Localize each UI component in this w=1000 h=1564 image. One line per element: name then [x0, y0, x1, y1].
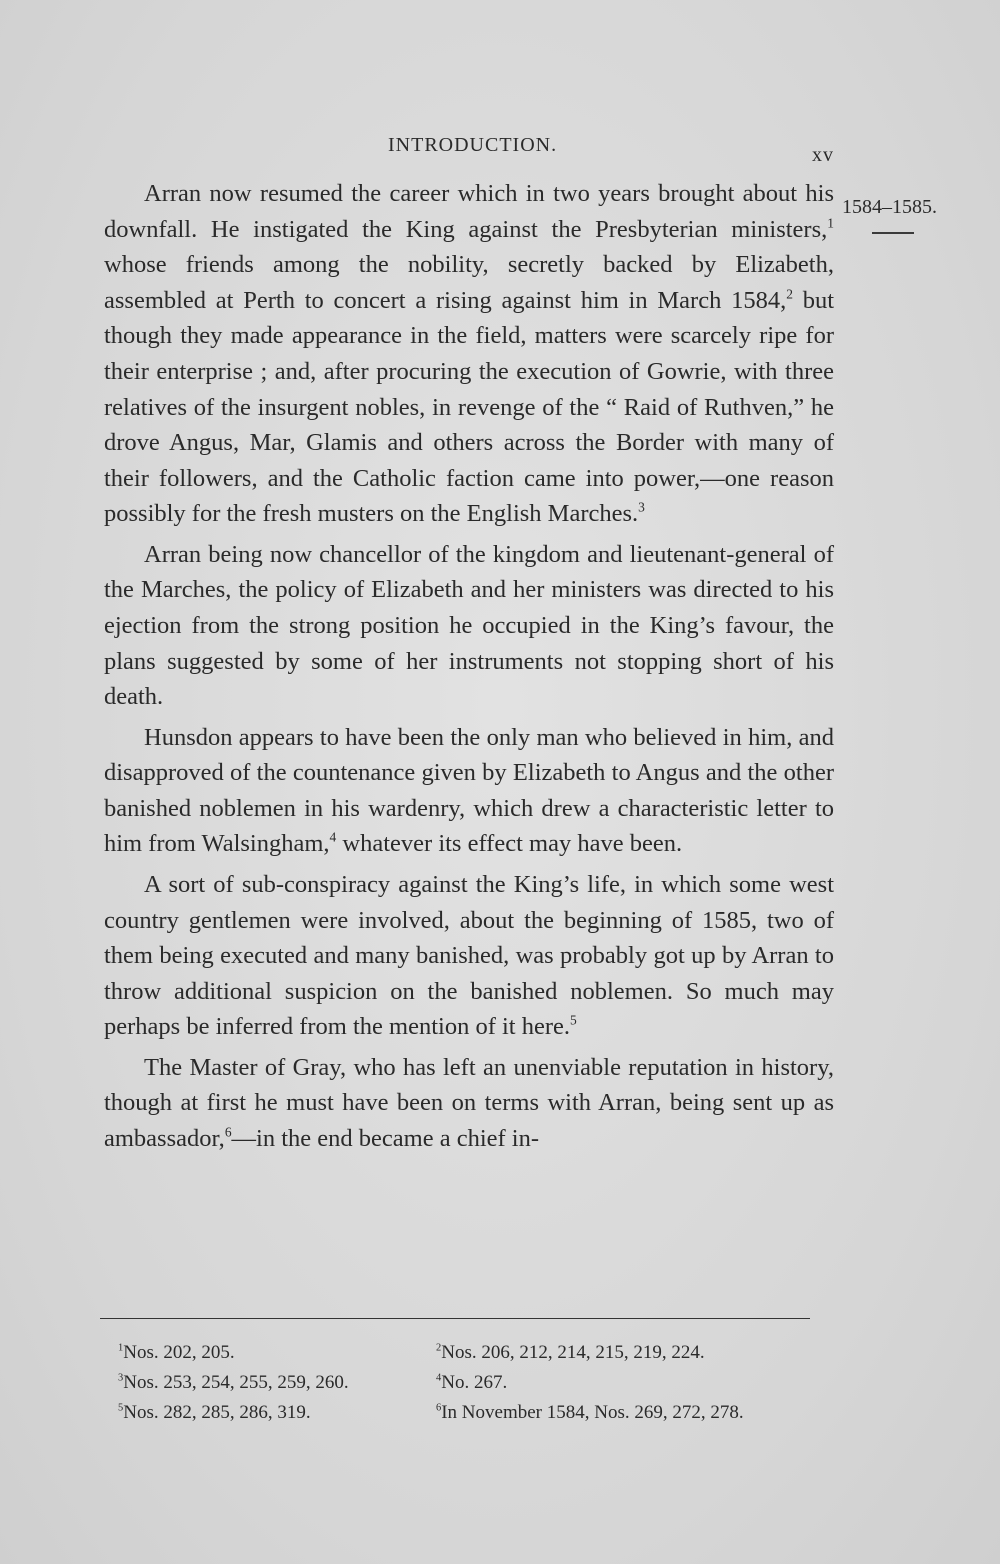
paragraph: A sort of sub-conspiracy against the King’s life, in which some west country gentlemen were involved, about the beginning of 1585, two of them being executed and many banished, was probably got up by Arran to throw additional suspicion on the banished noblemen. So much may perhaps be inferred from the mention of it here.$^5$	[104, 870, 834, 1041]
footnote: $^3$Nos. 253, 254, 255, 259, 260.	[118, 1372, 349, 1393]
footnote-ref[interactable]: 4	[329, 830, 337, 846]
body-text	[104, 176, 834, 1161]
footnote: $^5$Nos. 282, 285, 286, 319.	[118, 1402, 311, 1423]
footnotes	[118, 1338, 818, 1428]
paragraph: Hunsdon appears to have been the only man who believed in him, and disapproved of the countenance given by Elizabeth to Angus and the other banished noblemen in his wardenry, which drew a characteristic letter to him from Walsingham,$^4$ whatever its effect may have been.	[104, 723, 834, 858]
footnote-ref[interactable]: 3	[638, 499, 645, 515]
paragraph: Arran being now chancellor of the kingdom and lieutenant-general of the Marches, the policy of Elizabeth and her ministers was directed to his ejection from the strong position he occupied in the King’s favour, the plans suggested by some of her instruments not stopping short of his death.	[104, 540, 834, 711]
footnote-ref[interactable]: 6	[224, 1124, 232, 1140]
footnote-ref[interactable]: 1	[827, 215, 834, 231]
footnote-divider	[100, 1318, 810, 1319]
footnote-ref[interactable]: 2	[786, 286, 793, 302]
footnote-row	[118, 1368, 818, 1398]
footnote-ref[interactable]: 5	[570, 1012, 577, 1028]
footnote-row	[118, 1338, 818, 1368]
running-title: INTRODUCTION.	[388, 134, 558, 156]
margin-rule	[872, 232, 914, 234]
paragraph: The Master of Gray, who has left an unenviable reputation in history, though at first he must have been on terms with Arran, being sent up as ambassador,$^6$—in the end became a chief in-	[104, 1053, 834, 1152]
page-number: xv	[812, 144, 834, 166]
footnote: $^4$No. 267.	[436, 1372, 508, 1393]
footnote: $^6$In November 1584, Nos. 269, 272, 278.	[436, 1402, 744, 1423]
margin-date-note: 1584–1585.	[842, 196, 937, 218]
footnote-row	[118, 1398, 818, 1428]
footnote: $^1$Nos. 202, 205.	[118, 1342, 235, 1363]
paragraph: Arran now resumed the career which in two years brought about his downfall. He instigated the King against the Presbyterian ministers,$^1$ whose friends among the nobility, secretly backed by Elizabeth, assembled at Perth to concert a rising against him in March 1584,$^2$ but though they made appearance in the field, matters were scarcely ripe for their enterprise ; and, after procuring the execution of Gowrie, with three relatives of the insurgent nobles, in revenge of the “ Raid of Ruthven,” he drove Angus, Mar, Glamis and others across the Border with many of their followers, and the Catholic faction came into power,—one reason possibly for the fresh musters on the English Marches.$^3$	[104, 180, 834, 528]
footnote: $^2$Nos. 206, 212, 214, 215, 219, 224.	[436, 1342, 705, 1363]
page-header	[0, 134, 1000, 164]
